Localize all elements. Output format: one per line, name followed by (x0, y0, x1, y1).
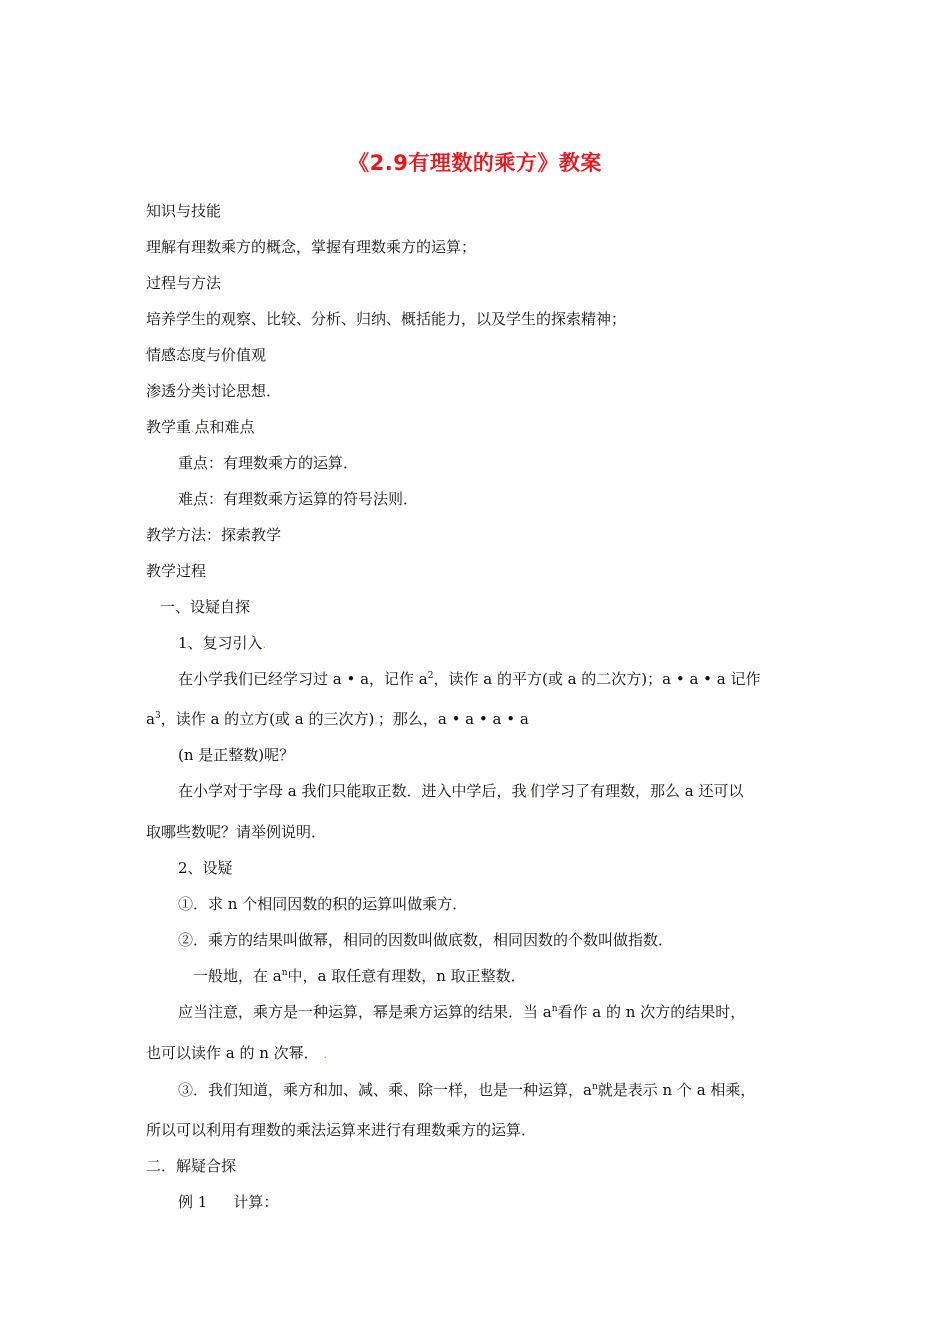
step1-para2-line2: 取哪些数呢？请举例说明． (146, 823, 327, 841)
exponent: n (551, 1004, 558, 1014)
part2-heading: 二．解疑合探 (146, 1157, 237, 1175)
note-line2 (146, 1043, 327, 1065)
general-text-a: 一般地，在 a (193, 967, 282, 985)
keypoints-heading-part-a: 教学重 (146, 418, 192, 436)
example-label: 例 1 (178, 1193, 208, 1211)
step2-heading: 2、设疑 (178, 859, 233, 877)
emotion-text: 渗透分类讨论思想． (146, 382, 282, 400)
step1-para2-text-a: 在小学对于字母 a 我们只能取正数．进入中学后，我 (178, 782, 527, 800)
part1-heading: 一、设疑自探 (160, 598, 251, 616)
step1-para2-line1 (178, 781, 743, 803)
step1-line2 (146, 709, 529, 731)
annotation-mark: . (191, 422, 195, 435)
question-3-line1 (178, 1080, 755, 1100)
general-statement (193, 966, 526, 986)
note-line2-text: 也可以读作 a 的 n 次幂． (146, 1044, 319, 1062)
exponent: 3 (154, 711, 161, 721)
example-text: 计算： (233, 1193, 279, 1211)
step1-line2-text-c: ；那么，a • a • a • a (377, 710, 529, 728)
step1-line2-text-a: a (146, 710, 155, 728)
key-point: 重点：有理数乘方的运算． (178, 454, 359, 472)
question-3-line2: 所以可以利用有理数的乘法运算来进行有理数乘方的运算． (146, 1121, 537, 1139)
knowledge-heading: 知识与技能 (146, 202, 222, 220)
procedure-heading: 教学过程 (146, 562, 207, 580)
knowledge-text: 理解有理数乘方的概念，掌握有理数乘方的运算； (146, 238, 477, 256)
step1-line2-text-b: ，读作 a 的立方(或 a 的三次方) (160, 710, 375, 728)
keypoints-heading-part-b: 点和难点 (194, 418, 255, 436)
page-title: 《2.9有理数的乘方》教案 (348, 151, 602, 175)
q3-text-a: ③．我们知道，乘方和加、减、乘、除一样，也是一种运算，a (178, 1081, 592, 1099)
step1-para2-text-b: 们学习了有理数，那么 a 还可以 (529, 782, 744, 800)
annotation-mark: . (374, 714, 378, 727)
step1-heading-text: 1、复习引入 (178, 634, 263, 652)
exponent: 2 (427, 671, 434, 681)
general-text-b: 中，a 取任意有理数，n 取正整数． (287, 967, 526, 985)
question-1: ①．求 n 个相同因数的积的运算叫做乘方． (178, 895, 468, 913)
step1-line3: (n 是正整数)呢？ (178, 746, 295, 764)
annotation-mark: . (526, 786, 530, 799)
exponent: n (591, 1082, 598, 1092)
teaching-method: 教学方法：探索教学 (146, 526, 282, 544)
step1-line1-text-b: ，读作 a 的平方(或 a 的二次方)；a • a • a 记作 (433, 670, 761, 688)
example-1 (178, 1192, 278, 1212)
process-heading: 过程与方法 (146, 274, 222, 292)
step1-line1-text-a: 在小学我们已经学习过 a • a，记作 a (178, 670, 428, 688)
emotion-heading: 情感态度与价值观 (146, 346, 267, 364)
q3-text-b: 就是表示 n 个 a 相乘， (597, 1081, 756, 1099)
annotation-mark: . (262, 638, 267, 651)
difficult-point: 难点：有理数乘方运算的符号法则． (178, 490, 419, 508)
exponent: n (281, 968, 288, 978)
note-text-a: 应当注意，乘方是一种运算，幂是乘方运算的结果．当 a (178, 1003, 552, 1021)
annotation-mark: . (323, 1048, 327, 1061)
keypoints-heading (146, 417, 255, 439)
step1-heading (178, 633, 266, 655)
step1-line1 (178, 669, 761, 689)
process-text: 培养学生的观察、比较、分析、归纳、概括能力，以及学生的探索精神； (146, 310, 627, 328)
question-2: ②．乘方的结果叫做幂，相同的因数叫做底数，相同因数的个数叫做指数． (178, 931, 674, 949)
note-line1 (178, 1002, 745, 1022)
note-text-b: 看作 a 的 n 次方的结果时， (557, 1003, 746, 1021)
